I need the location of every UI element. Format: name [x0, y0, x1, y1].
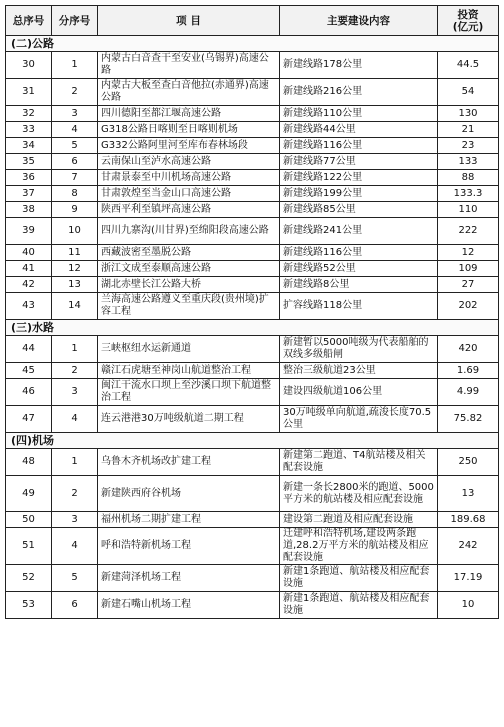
cell-content: 新建线路110公里: [280, 106, 438, 122]
cell-total-no: 45: [6, 363, 52, 379]
cell-content: 新建线路116公里: [280, 138, 438, 154]
cell-sub-no: 3: [52, 379, 98, 406]
cell-sub-no: 2: [52, 476, 98, 512]
header-investment: [438, 6, 499, 36]
cell-content: 新建1条跑道、航站楼及相应配套设施: [280, 592, 438, 619]
cell-total-no: 51: [6, 528, 52, 565]
cell-sub-no: 6: [52, 592, 98, 619]
cell-total-no: 44: [6, 336, 52, 363]
cell-sub-no: 13: [52, 277, 98, 293]
table-row: [6, 592, 499, 619]
cell-total-no: 30: [6, 52, 52, 79]
cell-investment: 54: [438, 79, 499, 106]
cell-investment: 420: [438, 336, 499, 363]
cell-sub-no: 5: [52, 138, 98, 154]
table-row: [6, 79, 499, 106]
cell-investment: 4.99: [438, 379, 499, 406]
cell-item: G332公路阿里河至库布春林场段: [98, 138, 280, 154]
cell-investment: 75.82: [438, 406, 499, 433]
cell-item: 陕西平利至镇坪高速公路: [98, 202, 280, 218]
cell-item: 浙江文成至泰顺高速公路: [98, 261, 280, 277]
table-row: [6, 336, 499, 363]
cell-total-no: 52: [6, 565, 52, 592]
cell-sub-no: 10: [52, 218, 98, 245]
table-row: [6, 476, 499, 512]
section-header-row: [6, 433, 499, 449]
cell-sub-no: 2: [52, 363, 98, 379]
cell-investment: 88: [438, 170, 499, 186]
cell-total-no: 34: [6, 138, 52, 154]
cell-item: 甘肃景泰至中川机场高速公路: [98, 170, 280, 186]
cell-content: 新建线路85公里: [280, 202, 438, 218]
cell-total-no: 53: [6, 592, 52, 619]
cell-content: 新建一条长2800米的跑道、5000平方米的航站楼及相应配套设施: [280, 476, 438, 512]
cell-content: 迁建呼和浩特机场,建设两条跑道,28.2万平方米的航站楼及相应配套设施: [280, 528, 438, 565]
cell-content: 扩容线路118公里: [280, 293, 438, 320]
cell-investment: 13: [438, 476, 499, 512]
cell-investment: 109: [438, 261, 499, 277]
cell-investment: 10: [438, 592, 499, 619]
cell-sub-no: 1: [52, 336, 98, 363]
cell-item: 四川九寨沟(川甘界)至绵阳段高速公路: [98, 218, 280, 245]
cell-total-no: 42: [6, 277, 52, 293]
cell-sub-no: 4: [52, 528, 98, 565]
cell-sub-no: 7: [52, 170, 98, 186]
cell-sub-no: 1: [52, 52, 98, 79]
cell-sub-no: 6: [52, 154, 98, 170]
cell-total-no: 31: [6, 79, 52, 106]
table-row: [6, 52, 499, 79]
header-investment-unit: (亿元): [452, 20, 484, 33]
cell-sub-no: 3: [52, 106, 98, 122]
cell-investment: 130: [438, 106, 499, 122]
table-body: [6, 36, 499, 619]
cell-investment: 242: [438, 528, 499, 565]
cell-item: 连云港港30万吨级航道二期工程: [98, 406, 280, 433]
cell-total-no: 41: [6, 261, 52, 277]
cell-investment: 23: [438, 138, 499, 154]
cell-investment: 250: [438, 449, 499, 476]
table-row: [6, 245, 499, 261]
cell-total-no: 47: [6, 406, 52, 433]
cell-content: 30万吨级单向航道,疏浚长度70.5公里: [280, 406, 438, 433]
table-row: [6, 277, 499, 293]
cell-sub-no: 12: [52, 261, 98, 277]
section-title: (四)机场: [6, 433, 499, 449]
cell-total-no: 46: [6, 379, 52, 406]
cell-investment: 44.5: [438, 52, 499, 79]
cell-investment: 1.69: [438, 363, 499, 379]
section-header-row: [6, 320, 499, 336]
cell-investment: 202: [438, 293, 499, 320]
table-header-row: [6, 6, 499, 36]
cell-content: 新建线路241公里: [280, 218, 438, 245]
table-row: [6, 202, 499, 218]
cell-item: 内蒙古白音查干至安业(乌锡界)高速公路: [98, 52, 280, 79]
header-investment-label: 投资: [457, 8, 479, 21]
cell-investment: 21: [438, 122, 499, 138]
table-row: [6, 106, 499, 122]
cell-content: 新建线路178公里: [280, 52, 438, 79]
table-row: [6, 138, 499, 154]
cell-content: 新建线路216公里: [280, 79, 438, 106]
header-total-no: 总序号: [6, 6, 52, 36]
cell-total-no: 43: [6, 293, 52, 320]
section-title: (二)公路: [6, 36, 499, 52]
cell-content: 新建1条跑道、航站楼及相应配套设施: [280, 565, 438, 592]
cell-total-no: 40: [6, 245, 52, 261]
cell-content: 新建线路77公里: [280, 154, 438, 170]
document-page: [5, 5, 498, 619]
cell-sub-no: 3: [52, 512, 98, 528]
cell-investment: 222: [438, 218, 499, 245]
cell-item: 呼和浩特新机场工程: [98, 528, 280, 565]
cell-investment: 133.3: [438, 186, 499, 202]
cell-sub-no: 2: [52, 79, 98, 106]
cell-total-no: 37: [6, 186, 52, 202]
cell-item: 福州机场二期扩建工程: [98, 512, 280, 528]
cell-sub-no: 14: [52, 293, 98, 320]
cell-investment: 189.68: [438, 512, 499, 528]
cell-total-no: 50: [6, 512, 52, 528]
section-header-row: [6, 36, 499, 52]
header-sub-no: 分序号: [52, 6, 98, 36]
cell-total-no: 39: [6, 218, 52, 245]
cell-content: 新建线路8公里: [280, 277, 438, 293]
cell-content: 建设第二跑道及相应配套设施: [280, 512, 438, 528]
cell-item: 甘肃敦煌至当金山口高速公路: [98, 186, 280, 202]
cell-content: 新建线路122公里: [280, 170, 438, 186]
cell-total-no: 35: [6, 154, 52, 170]
table-row: [6, 363, 499, 379]
cell-investment: 12: [438, 245, 499, 261]
cell-item: 兰海高速公路遵义至重庆段(贵州境)扩容工程: [98, 293, 280, 320]
cell-item: 云南保山至泸水高速公路: [98, 154, 280, 170]
table-row: [6, 218, 499, 245]
cell-item: 乌鲁木齐机场改扩建工程: [98, 449, 280, 476]
cell-item: 闽江干流水口坝上至沙溪口坝下航道整治工程: [98, 379, 280, 406]
section-title: (三)水路: [6, 320, 499, 336]
header-content: 主要建设内容: [280, 6, 438, 36]
cell-total-no: 33: [6, 122, 52, 138]
cell-investment: 133: [438, 154, 499, 170]
table-row: [6, 293, 499, 320]
cell-item: 湖北赤壁长江公路大桥: [98, 277, 280, 293]
cell-investment: 27: [438, 277, 499, 293]
cell-sub-no: 4: [52, 122, 98, 138]
cell-sub-no: 9: [52, 202, 98, 218]
cell-content: 建设四级航道106公里: [280, 379, 438, 406]
table-row: [6, 186, 499, 202]
cell-item: 西藏波密至墨脱公路: [98, 245, 280, 261]
cell-content: 新建线路44公里: [280, 122, 438, 138]
cell-content: 新建线路52公里: [280, 261, 438, 277]
cell-item: G318公路日喀则至日喀则机场: [98, 122, 280, 138]
cell-content: 新建线路199公里: [280, 186, 438, 202]
cell-content: 整治三级航道23公里: [280, 363, 438, 379]
cell-content: 新建第二跑道、T4航站楼及相关配套设施: [280, 449, 438, 476]
table-row: [6, 154, 499, 170]
project-table: [5, 5, 499, 619]
cell-sub-no: 4: [52, 406, 98, 433]
table-row: [6, 565, 499, 592]
cell-total-no: 49: [6, 476, 52, 512]
table-row: [6, 379, 499, 406]
table-row: [6, 261, 499, 277]
cell-item: 新建菏泽机场工程: [98, 565, 280, 592]
table-row: [6, 406, 499, 433]
cell-total-no: 38: [6, 202, 52, 218]
cell-item: 四川德阳至都江堰高速公路: [98, 106, 280, 122]
cell-item: 赣江石虎塘至神岗山航道整治工程: [98, 363, 280, 379]
table-row: [6, 122, 499, 138]
header-item: 项 目: [98, 6, 280, 36]
cell-item: 三峡枢纽水运新通道: [98, 336, 280, 363]
table-row: [6, 528, 499, 565]
table-row: [6, 449, 499, 476]
cell-sub-no: 5: [52, 565, 98, 592]
cell-sub-no: 1: [52, 449, 98, 476]
cell-total-no: 36: [6, 170, 52, 186]
table-row: [6, 512, 499, 528]
cell-investment: 110: [438, 202, 499, 218]
cell-content: 新建线路116公里: [280, 245, 438, 261]
cell-content: 新建暂以5000吨级为代表船舶的双线多级船闸: [280, 336, 438, 363]
cell-total-no: 48: [6, 449, 52, 476]
cell-item: 新建陕西府谷机场: [98, 476, 280, 512]
table-row: [6, 170, 499, 186]
cell-item: 内蒙古大板至查白音他拉(赤通界)高速公路: [98, 79, 280, 106]
cell-investment: 17.19: [438, 565, 499, 592]
cell-sub-no: 8: [52, 186, 98, 202]
cell-sub-no: 11: [52, 245, 98, 261]
cell-item: 新建石嘴山机场工程: [98, 592, 280, 619]
cell-total-no: 32: [6, 106, 52, 122]
